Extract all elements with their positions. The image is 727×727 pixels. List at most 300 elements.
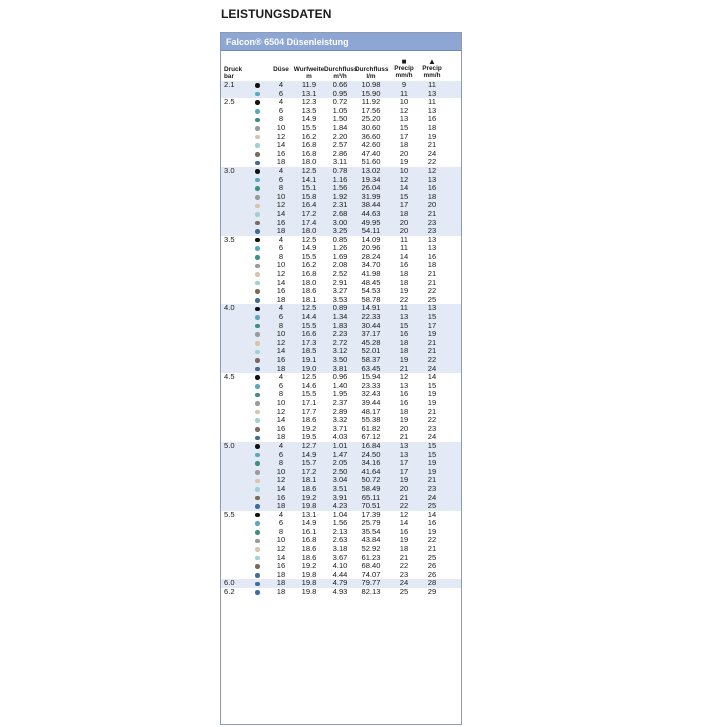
performance-table <box>220 32 462 725</box>
nozzle-value: 4 <box>278 372 284 382</box>
precip-square-value: 24 <box>399 578 409 588</box>
flow-lmin-value: 55.38 <box>361 415 381 425</box>
nozzle-color-dot-icon <box>255 195 260 200</box>
flow-lmin-value: 58.37 <box>361 355 381 364</box>
precip-square-value: 17 <box>399 458 409 468</box>
precip-square-value: 20 <box>399 217 409 227</box>
throw-value: 18.6 <box>301 483 317 493</box>
flow-lmin-value: 37.17 <box>361 329 381 339</box>
triangle-icon: ▲ <box>428 57 436 66</box>
precip-square-value: 12 <box>399 372 409 382</box>
precip-square-value: 18 <box>399 277 409 287</box>
throw-value: 13.5 <box>301 105 317 115</box>
flow-lmin-value: 10.98 <box>361 80 381 89</box>
flow-lmin-value: 61.82 <box>361 423 381 433</box>
precip-square-value: 18 <box>399 544 409 554</box>
precip-triangle-value: 13 <box>427 174 437 184</box>
precip-triangle-value: 15 <box>427 440 437 450</box>
nozzle-color-dot-icon <box>255 324 260 329</box>
throw-value: 14.4 <box>301 312 317 322</box>
precip-square-value: 20 <box>399 423 409 433</box>
nozzle-value: 18 <box>276 587 286 597</box>
flow-lmin-value: 58.49 <box>361 483 381 493</box>
nozzle-value: 6 <box>278 312 284 322</box>
nozzle-value: 6 <box>278 380 284 390</box>
precip-triangle-value: 11 <box>428 97 436 107</box>
nozzle-value: 18 <box>276 569 286 579</box>
throw-value: 17.2 <box>301 208 317 218</box>
nozzle-color-dot-icon <box>255 264 260 269</box>
precip-square-value: 18 <box>399 406 409 416</box>
flow-m3h-value: 3.67 <box>332 552 348 562</box>
precip-triangle-value: 21 <box>427 269 437 279</box>
flow-lmin-value: 63.45 <box>361 363 381 373</box>
flow-m3h-value: 1.26 <box>332 243 348 253</box>
flow-m3h-value: 1.83 <box>332 320 348 330</box>
flow-m3h-value: 2.31 <box>332 200 348 210</box>
nozzle-color-dot-icon <box>255 246 260 251</box>
precip-square-value: 11 <box>400 88 408 98</box>
nozzle-color-dot-icon <box>255 272 260 277</box>
precip-triangle-value: 22 <box>427 535 437 545</box>
nozzle-value: 10 <box>276 260 286 270</box>
throw-value: 17.4 <box>301 217 317 227</box>
nozzle-value: 4 <box>278 509 284 519</box>
flow-m3h-value: 1.34 <box>332 312 348 322</box>
flow-m3h-value: 2.52 <box>332 269 348 279</box>
nozzle-color-dot-icon <box>255 573 260 578</box>
flow-m3h-value: 1.56 <box>332 518 348 528</box>
flow-lmin-value: 31.99 <box>361 191 381 201</box>
precip-square-value: 20 <box>399 148 409 158</box>
nozzle-value: 6 <box>278 174 284 184</box>
nozzle-value: 18 <box>276 157 286 167</box>
precip-square-value: 18 <box>399 269 409 279</box>
table-row <box>221 588 461 597</box>
flow-m3h-value: 3.91 <box>332 492 348 502</box>
nozzle-color-dot-icon <box>255 436 260 441</box>
throw-value: 16.8 <box>301 140 317 150</box>
flow-lmin-value: 54.53 <box>361 286 381 296</box>
nozzle-color-dot-icon <box>255 281 260 286</box>
flow-lmin-value: 25.79 <box>361 518 381 528</box>
nozzle-color-dot-icon <box>255 582 260 587</box>
precip-square-value: 19 <box>399 475 409 485</box>
flow-m3h-value: 1.16 <box>332 174 348 184</box>
precip-triangle-value: 24 <box>427 363 437 373</box>
nozzle-color-dot-icon <box>255 539 260 544</box>
flow-m3h-value: 0.66 <box>332 80 348 89</box>
nozzle-color-dot-icon <box>255 307 260 312</box>
flow-m3h-value: 1.56 <box>332 183 348 193</box>
nozzle-value: 14 <box>276 208 286 218</box>
precip-triangle-value: 21 <box>427 140 437 150</box>
flow-m3h-value: 1.40 <box>332 380 348 390</box>
throw-value: 12.5 <box>301 165 317 175</box>
flow-lmin-value: 38.44 <box>361 200 381 210</box>
precip-square-value: 17 <box>399 200 409 210</box>
throw-value: 19.8 <box>301 578 317 588</box>
nozzle-color-dot-icon <box>255 530 260 535</box>
flow-lmin-value: 17.56 <box>361 105 381 115</box>
throw-value: 12.3 <box>301 97 317 107</box>
flow-m3h-value: 3.11 <box>332 157 348 167</box>
nozzle-value: 14 <box>276 415 286 425</box>
precip-square-value: 21 <box>399 492 409 502</box>
precip-square-value: 16 <box>399 260 409 270</box>
precip-triangle-value: 23 <box>427 217 437 227</box>
precip-triangle-value: 22 <box>427 286 437 296</box>
nozzle-color-dot-icon <box>255 367 260 372</box>
nozzle-color-dot-icon <box>255 564 260 569</box>
flow-m3h-value: 3.12 <box>332 346 348 356</box>
precip-triangle-value: 13 <box>427 88 437 98</box>
nozzle-color-dot-icon <box>255 479 260 484</box>
precip-triangle-value: 13 <box>427 243 437 253</box>
throw-value: 17.7 <box>301 406 317 416</box>
precip-square-value: 18 <box>399 140 409 150</box>
throw-value: 19.8 <box>301 501 317 511</box>
precip-triangle-value: 17 <box>427 320 437 330</box>
nozzle-value: 14 <box>276 140 286 150</box>
nozzle-value: 8 <box>278 114 284 124</box>
flow-lmin-value: 42.60 <box>361 140 381 150</box>
flow-m3h-value: 1.69 <box>332 251 348 261</box>
flow-lmin-value: 36.60 <box>361 131 381 141</box>
nozzle-color-dot-icon <box>255 496 260 501</box>
flow-lmin-value: 30.44 <box>361 320 381 330</box>
col-flow-m3h-header: Durchfluss m³/h <box>324 66 358 80</box>
nozzle-value: 12 <box>276 337 286 347</box>
precip-triangle-value: 25 <box>427 294 437 304</box>
nozzle-color-dot-icon <box>255 487 260 492</box>
precip-triangle-value: 22 <box>427 157 437 167</box>
nozzle-value: 12 <box>276 269 286 279</box>
precip-square-value: 10 <box>399 97 409 107</box>
flow-m3h-value: 1.50 <box>332 114 348 124</box>
throw-value: 16.1 <box>301 526 317 536</box>
precip-square-value: 18 <box>399 208 409 218</box>
precip-triangle-value: 21 <box>427 544 437 554</box>
flow-lmin-value: 48.45 <box>361 277 381 287</box>
precip-square-value: 20 <box>399 483 409 493</box>
nozzle-color-dot-icon <box>255 332 260 337</box>
nozzle-color-dot-icon <box>255 401 260 406</box>
precip-triangle-value: 28 <box>427 578 437 588</box>
flow-m3h-value: 2.23 <box>332 329 348 339</box>
flow-m3h-value: 3.00 <box>332 217 348 227</box>
nozzle-color-dot-icon <box>255 178 260 183</box>
flow-m3h-value: 3.32 <box>332 415 348 425</box>
nozzle-value: 16 <box>276 217 286 227</box>
nozzle-value: 14 <box>276 346 286 356</box>
precip-triangle-value: 19 <box>427 526 437 536</box>
precip-triangle-value: 20 <box>427 200 437 210</box>
flow-lmin-value: 67.12 <box>361 432 381 442</box>
flow-m3h-value: 3.81 <box>332 363 348 373</box>
nozzle-color-dot-icon <box>255 186 260 191</box>
throw-value: 19.8 <box>301 587 317 597</box>
nozzle-value: 16 <box>276 286 286 296</box>
flow-lmin-value: 26.04 <box>361 183 381 193</box>
nozzle-color-dot-icon <box>255 126 260 131</box>
col-precip-square-header: ■ Precip mm/h <box>391 57 417 80</box>
nozzle-value: 16 <box>276 423 286 433</box>
precip-triangle-value: 23 <box>427 423 437 433</box>
flow-lmin-value: 50.72 <box>361 475 381 485</box>
flow-m3h-value: 3.53 <box>332 294 348 304</box>
nozzle-color-dot-icon <box>255 255 260 260</box>
col-nozzle-header: Düse <box>273 66 289 73</box>
flow-m3h-value: 3.50 <box>332 355 348 364</box>
precip-triangle-value: 26 <box>427 561 437 571</box>
flow-lmin-value: 65.11 <box>361 492 381 502</box>
nozzle-value: 4 <box>278 440 284 450</box>
precip-square-value: 17 <box>399 131 409 141</box>
throw-value: 18.0 <box>301 277 317 287</box>
nozzle-value: 4 <box>278 303 284 313</box>
flow-m3h-value: 4.79 <box>332 578 348 588</box>
precip-square-value: 19 <box>399 535 409 545</box>
flow-m3h-value: 1.95 <box>332 389 348 399</box>
throw-value: 16.8 <box>301 148 317 158</box>
flow-lmin-value: 74.07 <box>361 569 381 579</box>
flow-m3h-value: 2.57 <box>332 140 348 150</box>
precip-triangle-value: 13 <box>427 234 437 244</box>
precip-square-value: 22 <box>399 561 409 571</box>
throw-value: 19.5 <box>301 432 317 442</box>
throw-value: 16.8 <box>301 269 317 279</box>
nozzle-value: 10 <box>276 397 286 407</box>
nozzle-color-dot-icon <box>255 453 260 458</box>
precip-triangle-value: 15 <box>427 312 437 322</box>
flow-lmin-value: 79.77 <box>361 578 381 588</box>
precip-square-value: 13 <box>399 449 409 459</box>
table-body <box>221 81 461 597</box>
precip-triangle-value: 18 <box>427 191 437 201</box>
flow-m3h-value: 1.84 <box>332 122 348 132</box>
nozzle-color-dot-icon <box>255 229 260 234</box>
precip-triangle-value: 16 <box>427 114 437 124</box>
nozzle-color-dot-icon <box>255 161 260 166</box>
nozzle-color-dot-icon <box>255 221 260 226</box>
nozzle-color-dot-icon <box>255 410 260 415</box>
throw-value: 14.9 <box>301 449 317 459</box>
precip-triangle-value: 21 <box>427 277 437 287</box>
table-title: Falcon® 6504 Düsenleistung <box>221 33 461 51</box>
pressure-value: 5.5 <box>224 509 235 519</box>
precip-triangle-value: 16 <box>427 183 437 193</box>
flow-lmin-value: 23.33 <box>361 380 381 390</box>
nozzle-value: 10 <box>276 191 286 201</box>
precip-square-value: 16 <box>399 526 409 536</box>
precip-triangle-value: 21 <box>427 337 437 347</box>
precip-square-value: 22 <box>399 501 409 511</box>
precip-square-value: 18 <box>399 346 409 356</box>
throw-value: 19.2 <box>301 561 317 571</box>
precip-square-value: 19 <box>399 157 409 167</box>
nozzle-value: 8 <box>278 320 284 330</box>
flow-lmin-value: 17.39 <box>361 509 381 519</box>
nozzle-value: 16 <box>276 148 286 158</box>
precip-triangle-value: 21 <box>427 475 437 485</box>
precip-square-value: 13 <box>399 440 409 450</box>
flow-m3h-value: 3.51 <box>332 483 348 493</box>
flow-m3h-value: 2.72 <box>332 337 348 347</box>
precip-triangle-value: 24 <box>427 148 437 158</box>
precip-square-value: 19 <box>399 355 409 364</box>
flow-lmin-value: 34.16 <box>361 458 381 468</box>
nozzle-value: 12 <box>276 406 286 416</box>
flow-lmin-value: 28.24 <box>361 251 381 261</box>
nozzle-color-dot-icon <box>255 83 260 88</box>
throw-value: 19.2 <box>301 492 317 502</box>
flow-m3h-value: 1.47 <box>332 449 348 459</box>
flow-lmin-value: 82.13 <box>361 587 381 597</box>
nozzle-value: 10 <box>276 329 286 339</box>
throw-value: 18.1 <box>301 475 317 485</box>
nozzle-value: 6 <box>278 449 284 459</box>
precip-square-value: 12 <box>399 105 409 115</box>
throw-value: 16.6 <box>301 329 317 339</box>
precip-triangle-value: 22 <box>427 355 437 364</box>
throw-value: 15.1 <box>301 183 317 193</box>
nozzle-color-dot-icon <box>255 135 260 140</box>
flow-m3h-value: 4.03 <box>332 432 348 442</box>
throw-value: 19.1 <box>301 355 317 364</box>
precip-square-value: 20 <box>399 226 409 236</box>
precip-square-value: 11 <box>400 303 408 313</box>
flow-m3h-value: 0.96 <box>332 372 348 382</box>
nozzle-value: 10 <box>276 122 286 132</box>
precip-square-value: 15 <box>399 122 409 132</box>
flow-lmin-value: 48.17 <box>361 406 381 416</box>
nozzle-color-dot-icon <box>255 556 260 561</box>
throw-value: 15.7 <box>301 458 317 468</box>
precip-triangle-value: 21 <box>427 208 437 218</box>
flow-lmin-value: 15.90 <box>361 88 381 98</box>
precip-triangle-value: 19 <box>427 389 437 399</box>
nozzle-color-dot-icon <box>255 461 260 466</box>
throw-value: 18.1 <box>301 294 317 304</box>
throw-value: 16.2 <box>301 131 317 141</box>
pressure-value: 6.0 <box>224 578 235 588</box>
col-pressure-header: Druck bar <box>224 66 243 80</box>
flow-m3h-value: 4.93 <box>332 587 348 597</box>
nozzle-color-dot-icon <box>255 143 260 148</box>
precip-triangle-value: 21 <box>427 346 437 356</box>
precip-triangle-value: 14 <box>427 372 437 382</box>
precip-triangle-value: 19 <box>427 131 437 141</box>
nozzle-value: 18 <box>276 226 286 236</box>
throw-value: 19.0 <box>301 363 317 373</box>
nozzle-value: 10 <box>276 466 286 476</box>
flow-m3h-value: 0.72 <box>332 97 348 107</box>
flow-m3h-value: 2.63 <box>332 535 348 545</box>
precip-square-value: 19 <box>399 286 409 296</box>
nozzle-color-dot-icon <box>255 298 260 303</box>
precip-triangle-value: 12 <box>427 165 437 175</box>
throw-value: 12.5 <box>301 234 317 244</box>
nozzle-value: 14 <box>276 277 286 287</box>
square-icon: ■ <box>401 57 407 66</box>
precip-triangle-value: 26 <box>427 569 437 579</box>
throw-value: 15.8 <box>301 191 317 201</box>
precip-square-value: 16 <box>399 329 409 339</box>
throw-value: 14.9 <box>301 243 317 253</box>
flow-m3h-value: 4.44 <box>332 569 348 579</box>
throw-value: 14.9 <box>301 518 317 528</box>
precip-triangle-value: 19 <box>427 397 437 407</box>
nozzle-value: 14 <box>276 483 286 493</box>
flow-lmin-value: 30.60 <box>361 122 381 132</box>
precip-triangle-value: 24 <box>427 492 437 502</box>
col-flow-lmin-header: Durchfluss l/m <box>355 66 389 80</box>
nozzle-color-dot-icon <box>255 100 260 105</box>
throw-value: 15.5 <box>301 122 317 132</box>
precip-triangle-value: 19 <box>427 466 437 476</box>
throw-value: 18.6 <box>301 415 317 425</box>
precip-square-value: 17 <box>399 466 409 476</box>
throw-value: 17.3 <box>301 337 317 347</box>
flow-lmin-value: 47.40 <box>361 148 381 158</box>
nozzle-color-dot-icon <box>255 169 260 174</box>
nozzle-value: 18 <box>276 432 286 442</box>
nozzle-value: 6 <box>278 518 284 528</box>
nozzle-value: 8 <box>278 251 284 261</box>
precip-triangle-value: 15 <box>427 380 437 390</box>
flow-lmin-value: 15.94 <box>361 372 381 382</box>
nozzle-value: 8 <box>278 389 284 399</box>
flow-m3h-value: 3.18 <box>332 544 348 554</box>
precip-square-value: 18 <box>399 337 409 347</box>
nozzle-value: 12 <box>276 131 286 141</box>
flow-m3h-value: 1.92 <box>332 191 348 201</box>
pressure-value: 3.5 <box>224 234 235 244</box>
flow-m3h-value: 3.25 <box>332 226 348 236</box>
flow-lmin-value: 25.20 <box>361 114 381 124</box>
col-precip-triangle-header: ▲ Precip mm/h <box>419 57 445 80</box>
flow-lmin-value: 16.84 <box>361 440 381 450</box>
nozzle-color-dot-icon <box>255 470 260 475</box>
nozzle-value: 18 <box>276 294 286 304</box>
nozzle-color-dot-icon <box>255 427 260 432</box>
flow-m3h-value: 2.37 <box>332 397 348 407</box>
nozzle-color-dot-icon <box>255 341 260 346</box>
col-throw-header: Wurfweite m <box>293 66 325 80</box>
flow-lmin-value: 43.84 <box>361 535 381 545</box>
nozzle-color-dot-icon <box>255 92 260 97</box>
nozzle-value: 8 <box>278 526 284 536</box>
nozzle-color-dot-icon <box>255 152 260 157</box>
precip-square-value: 14 <box>399 518 409 528</box>
nozzle-color-dot-icon <box>255 521 260 526</box>
flow-lmin-value: 49.95 <box>361 217 381 227</box>
precip-triangle-value: 23 <box>427 483 437 493</box>
pressure-value: 2.5 <box>224 97 235 107</box>
nozzle-color-dot-icon <box>255 212 260 217</box>
flow-m3h-value: 4.23 <box>332 501 348 511</box>
flow-m3h-value: 2.08 <box>332 260 348 270</box>
throw-value: 18.6 <box>301 286 317 296</box>
nozzle-value: 16 <box>276 561 286 571</box>
nozzle-color-dot-icon <box>255 289 260 294</box>
nozzle-color-dot-icon <box>255 109 260 114</box>
flow-lmin-value: 41.98 <box>361 269 381 279</box>
precip-triangle-value: 14 <box>427 509 437 519</box>
nozzle-value: 12 <box>276 200 286 210</box>
precip-square-value: 11 <box>400 243 408 253</box>
